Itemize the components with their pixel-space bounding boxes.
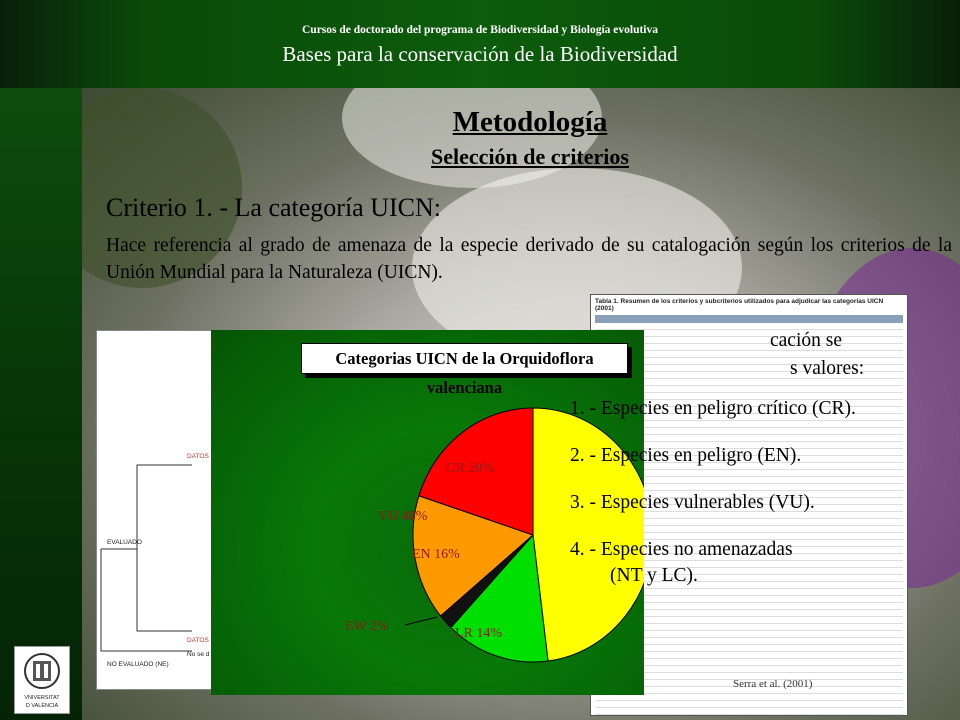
table-image-row: [595, 701, 903, 708]
svg-text:VNIVERSITAT: VNIVERSITAT: [24, 695, 60, 701]
tree-label-no-evaluado: NO EVALUADO (NE): [107, 661, 169, 668]
pie-label-ew: EW 2%: [345, 619, 389, 634]
pie-label-lr: LR 14%: [455, 626, 503, 641]
university-seal-icon: [15, 647, 69, 713]
pie-label-vu: VU 48%: [378, 509, 428, 524]
svg-text:D VALÈNCIA: D VALÈNCIA: [25, 703, 59, 709]
header-title: Bases para la conservación de la Biodiversidad: [282, 42, 678, 66]
header-subtitle: Cursos de doctorado del programa de Biodiversidad y Biología evolutiva: [302, 24, 658, 36]
tree-label-datos-1: DATOS: [187, 453, 209, 460]
list-item-cr: 1. - Especies en peligro crítico (CR).: [570, 398, 856, 419]
criterion-paragraph: Hace referencia al grado de amenaza de la especie derivado de su catalogación según los criterios de la Unión Mundial para la Naturaleza (UICN).: [106, 235, 952, 283]
university-logo: [14, 646, 70, 714]
slide-subheading: Selección de criterios: [431, 144, 629, 169]
tree-label-datos-2: DATOS: [187, 637, 209, 644]
list-item-nt-lc: 4. - Especies no amenazadas: [570, 539, 793, 560]
left-band: [0, 88, 82, 720]
citation: Serra et al. (2001): [733, 678, 813, 690]
table-image-header: Tabla 1. Resumen de los criterios y subcriterios utilizados para adjudicar las categorías UICN (2001): [595, 298, 884, 312]
ew-leader-line: [405, 617, 437, 625]
category-list: [570, 396, 856, 610]
pie-label-cr: CR 20%: [446, 461, 494, 476]
slide-header: [0, 0, 960, 88]
slide-heading: Metodología: [452, 106, 608, 138]
tree-label-evaluado: EVALUADO: [107, 539, 142, 546]
table-image-row: [595, 708, 903, 715]
partial-text-line-2: s valores:: [790, 358, 865, 379]
table-image-row: [595, 694, 903, 701]
uicn-category-tree-image: [96, 330, 218, 690]
table-image-row: [595, 323, 903, 330]
list-item-en: 2. - Especies en peligro (EN).: [570, 445, 802, 466]
tree-label-no-se: No se d: [187, 651, 210, 658]
list-item-vu: 3. - Especies vulnerables (VU).: [570, 492, 815, 513]
pie-label-en: EN 16%: [412, 547, 460, 562]
partial-text-line-1: cación se: [770, 330, 843, 351]
list-item-nt-lc-cont: (NT y LC).: [610, 565, 698, 586]
chart-title: Categorias UICN de la Orquidoflora valenciana: [301, 343, 628, 374]
criterion-title: Criterio 1. - La categoría UICN:: [106, 193, 441, 222]
